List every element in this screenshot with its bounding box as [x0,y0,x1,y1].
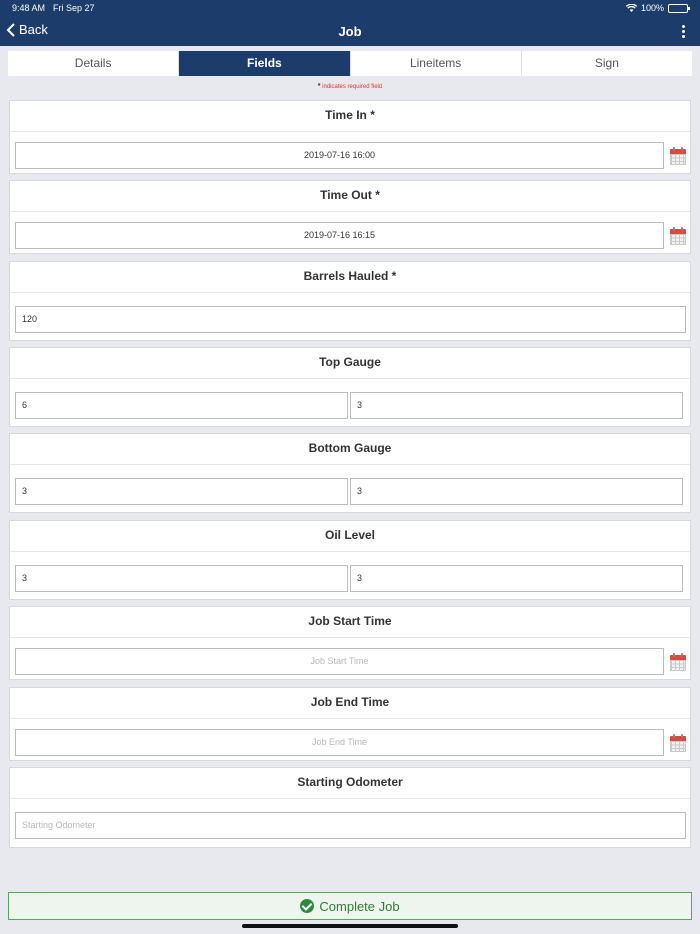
check-circle-icon [300,899,314,913]
time-in-field[interactable]: 2019-07-16 16:00 [15,142,664,169]
time-out-card [9,180,691,254]
home-indicator [242,924,458,928]
status-time: 9:48 AM [12,3,46,13]
starting-odometer-placeholder: Starting Odometer [22,820,96,830]
top-gauge-card [9,347,691,427]
tab-lineitems[interactable]: Lineitems [351,51,522,76]
bottom-gauge-card [9,433,691,513]
battery-percent: 100% [640,3,664,13]
status-right [626,3,688,13]
status-date: Fri Sep 27 [53,3,95,13]
oil-level-title: Oil Level [10,521,690,552]
job-start-time-title: Job Start Time [10,607,690,638]
bottom-gauge-title: Bottom Gauge [10,434,690,465]
starting-odometer-title: Starting Odometer [10,768,690,799]
calendar-icon[interactable] [670,653,686,671]
wifi-icon [626,4,637,12]
page-title: Job [338,24,362,39]
required-note-text: indicates required field [322,84,383,90]
bottom-gauge-field-1[interactable]: 3 [15,478,348,505]
tab-details[interactable]: Details [8,51,179,76]
oil-level-field-1[interactable]: 3 [15,565,348,592]
back-label: Back [19,22,48,37]
starting-odometer-field[interactable] [15,812,686,839]
calendar-icon[interactable] [670,147,686,165]
tab-sign[interactable]: Sign [594,56,619,70]
complete-job-button[interactable] [8,892,692,920]
required-field-note [0,83,700,90]
job-start-time-field[interactable] [15,648,664,675]
status-bar [12,3,688,15]
top-bar [0,0,700,46]
required-marker: * [317,83,321,90]
job-start-time-card [9,606,691,680]
time-in-title: Time In * [10,101,690,132]
job-end-time-card [9,687,691,761]
top-gauge-title: Top Gauge [10,348,690,379]
job-end-time-title: Job End Time [10,688,690,719]
tab-fields[interactable]: Fields [179,51,350,76]
time-out-field[interactable]: 2019-07-16 16:15 [15,222,664,249]
time-in-card [9,100,691,174]
bottom-gauge-field-2[interactable]: 3 [350,478,683,505]
job-end-time-field[interactable] [15,729,664,756]
job-end-time-placeholder: Job End Time [311,737,368,747]
starting-odometer-card [9,767,691,848]
barrels-hauled-card [9,261,691,341]
job-start-time-placeholder: Job Start Time [310,656,369,666]
time-out-title: Time Out * [10,181,690,212]
top-gauge-field-2[interactable]: 3 [350,392,683,419]
barrels-hauled-title: Barrels Hauled * [10,262,690,293]
tab-bar [8,51,692,76]
barrels-hauled-field[interactable]: 120 [15,306,686,333]
more-vertical-icon[interactable] [680,25,686,39]
complete-job-label: Complete Job [319,898,400,914]
calendar-icon[interactable] [670,734,686,752]
top-gauge-field-1[interactable]: 6 [15,392,348,419]
calendar-icon[interactable] [670,227,686,245]
oil-level-card [9,520,691,600]
oil-level-field-2[interactable]: 3 [350,565,683,592]
battery-icon [668,4,688,13]
